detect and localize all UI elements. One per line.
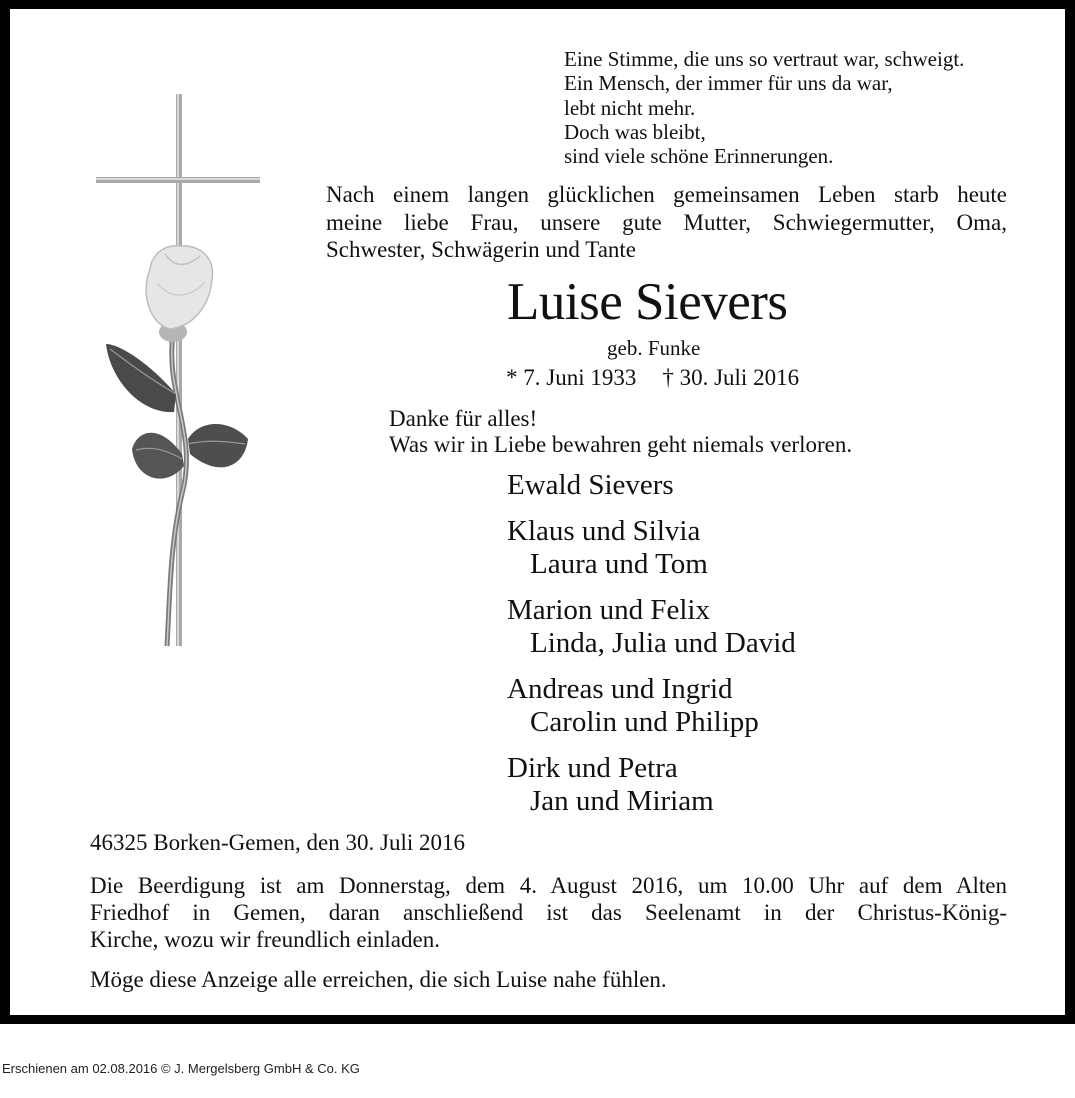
family-group [507,752,796,818]
family-sub: Jan und Miriam [530,785,714,817]
thanks-line: Danke für alles! [389,406,538,431]
family-group [507,673,796,739]
publication-footer: Erschienen am 02.08.2016 © J. Mergelsberg GmbH & Co. KG [2,1061,360,1076]
poem-line: Doch was bleibt, [564,119,706,144]
funeral-info [90,872,1007,953]
family-group [507,594,796,660]
poem-line: Ein Mensch, der immer für uns da war, [564,71,893,96]
family-list [507,469,796,831]
intro-line: meine liebe Frau, unsere gute Mutter, Schwiegermutter, Oma, [326,209,1007,235]
family-sub: Laura und Tom [530,548,708,580]
funeral-line: Die Beerdigung ist am Donnerstag, dem 4. August 2016, um 10.00 Uhr auf dem Alten [90,873,1007,898]
family-main: Ewald Sievers [507,469,674,501]
family-group [507,469,796,502]
family-main: Dirk und Petra [507,752,678,784]
family-sub: Carolin und Philipp [530,706,759,738]
family-group [507,515,796,581]
family-main: Andreas und Ingrid [507,673,733,705]
intro-line: Schwester, Schwägerin und Tante [326,237,637,262]
family-sub: Linda, Julia und David [530,627,796,659]
funeral-line: Friedhof in Gemen, daran anschließend ist das Seelenamt in der Christus-König- [90,900,1007,925]
poem-line: Eine Stimme, die uns so vertraut war, schweigt. [564,47,965,71]
thanks-line: Was wir in Liebe bewahren geht niemals verloren. [389,432,853,457]
thanks-text [389,406,852,458]
place-date: 46325 Borken-Gemen, den 30. Juli 2016 [90,830,465,855]
family-main: Klaus und Silvia [507,515,701,547]
intro-text [326,181,1007,264]
maiden-name: geb. Funke [607,336,701,360]
family-main: Marion und Felix [507,594,710,626]
deceased-name: Luise Sievers [507,273,788,331]
birth-date: * 7. Juni 1933 [506,365,637,390]
funeral-line: Kirche, wozu wir freundlich einladen. [90,927,440,952]
poem [564,47,964,168]
life-dates [506,364,799,392]
closing-text: Möge diese Anzeige alle erreichen, die sich Luise nahe fühlen. [90,967,667,992]
death-date: † 30. Juli 2016 [662,365,800,390]
poem-line: sind viele schöne Erinnerungen. [564,144,834,169]
intro-line: Nach einem langen glücklichen gemeinsamen Leben starb heute [326,182,1007,207]
cross-rose-illustration [70,94,270,654]
poem-line: lebt nicht mehr. [564,95,696,120]
